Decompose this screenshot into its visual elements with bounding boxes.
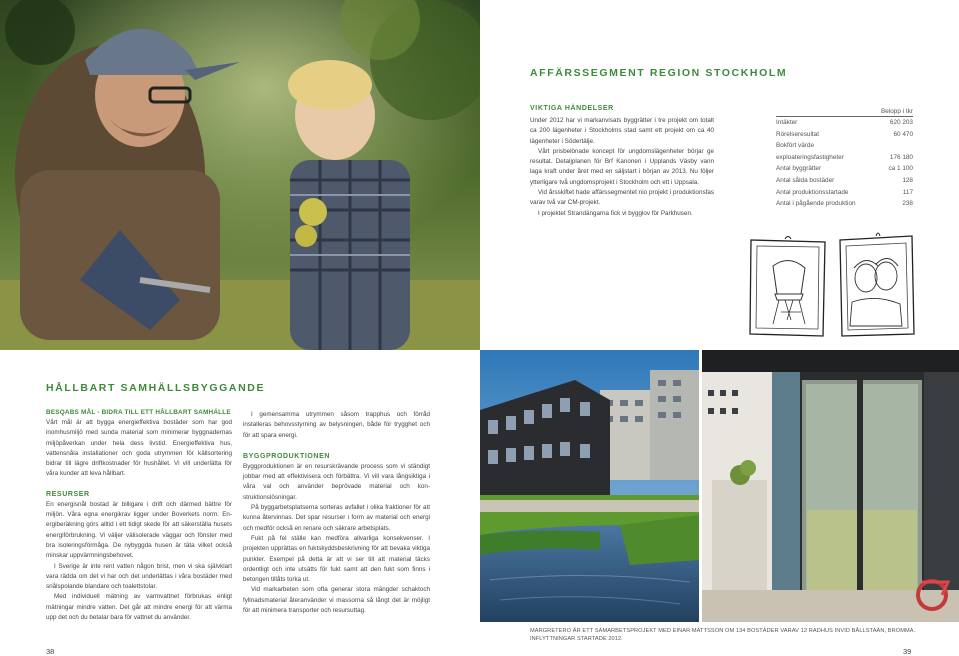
events-paragraph: I projektet Strandängarna fick vi bygglov för Parkhusen. <box>538 209 693 217</box>
table-row: Antal i pågående produktion 238 <box>776 200 913 208</box>
resources-heading: RESURSER <box>46 490 90 498</box>
sustain-column-1 <box>46 408 232 623</box>
key-figures-table <box>776 108 913 212</box>
goal-paragraph: Vårt mål är att bygga energieffektiva bostäder som har god inomhusmiljö med sunda material som minimerar byggnadernas miljöpåverkan under hela dess livstid. Energieffektiva hus, vattensnåla installationer och goda utrymmen för källsortering bidrar till lägre driftkostnader för hushållet. Vi vill underlätta för våra kunder att leva hållbart. <box>46 419 232 478</box>
building-paragraph: Byggproduktionen är en resurskrävande process som vi ständigt jobbar med att effektivisera och förbättra. Vi vill vara långsiktiga i våra val och använder beprövade material och konstruktionslösningar. <box>243 462 430 501</box>
resources-paragraph: En energisnål bostad är billigare i drift och därmed bättre för miljön. Våra egna energikrav ligger under Boverkets norm. Energiberäkning görs alltid i ett tidigt skede för att säkerställa husets energiförbrukning. Vi väljer välisolerade väggar och fönster med bra isoleringsförmåga. De nybyggda husen är täta vilket också minskar uppvärmningsbehovet. <box>46 500 232 560</box>
resources-paragraph: I Sverige är inte rent vatten någon brist, men vi ska självklart vara rädda om det vi har och det underlättas i våra bostäder med snålspolande blandare och toalettstolar. <box>46 562 232 591</box>
mid-paragraph: I gemensamma utrymmen såsom trapphus och förråd installeras behovsstyrning av belysningen, både för trygghet och för att spara energi. <box>243 411 430 439</box>
building-heading: BYGGPRODUKTIONEN <box>243 452 330 460</box>
photo-caption: MARGRETERO ÄR ETT SAMARBETSPROJEKT MED EINAR MATTSSON OM 134 BOSTÄDER VARAV 12 RADHUS INVID BÅLLSTAÄN, BROMMA. INFLYTTNINGAR STARTADE 2012. <box>530 628 916 642</box>
events-paragraph: Vid årsskiftet hade affärssegmentet nio projekt i produktionsfas varav två var CM-projekt. <box>530 189 714 207</box>
events-paragraph: Under 2012 har vi markanvisats byggrätter i tre projekt om totalt ca 200 lägenheter i Stockholms stad samt ett projekt om ca 40 lägenheter i Södertälje. <box>530 117 714 145</box>
page-number-right: 39 <box>903 647 912 656</box>
couple-sketch <box>836 232 916 338</box>
events-text <box>530 116 714 219</box>
sustain-title: HÅLLBART SAMHÄLLSBYGGANDE <box>46 382 266 394</box>
goal-heading: BESQABS MÅL - BIDRA TILL ETT HÅLLBART SAMHÄLLE <box>46 409 231 416</box>
building-paragraph: Vid markarbeten som ofta generar stora mängder schaktoch fyllnadsmaterial återanvänder vi massorna så långt det är möjligt för att minimera transporter och resursuttag. <box>243 586 430 615</box>
photo-father-and-child <box>0 0 480 350</box>
events-heading: VIKTIGA HÄNDELSER <box>530 105 614 112</box>
table-row: Antal sålda bostäder 128 <box>776 176 913 184</box>
photo-buildings-waterfront <box>480 350 699 622</box>
region-title: AFFÄRSSEGMENT REGION STOCKHOLM <box>530 67 788 79</box>
photo-interior-kitchen <box>702 350 959 622</box>
page-number-left: 38 <box>46 647 55 656</box>
resources-paragraph: Med individuell mätning av varmvattnet förbrukas enligt mätningar mindre vatten. Det går att mindre energi för att värma upp det och du betalar bara för vattnet du använder. <box>46 593 232 622</box>
chair-sketch <box>745 236 831 340</box>
table-header: Belopp i tkr <box>776 108 913 117</box>
table-row: Antal produktionsstartade 117 <box>776 188 913 196</box>
building-paragraph: Fukt på fel ställe kan medföra allvarliga konsekvenser. I projekten upprättas en fuktskyddsbeskrivning för att bevaka viktiga punkter. Exempel på detta är att vi ser till att material täcks ordentligt och inte utsätts för fukt samt att den fukt som finns i betongen tillåts torka ut. <box>243 534 430 584</box>
table-row: Antal byggrätter ca 1 100 <box>776 165 913 173</box>
table-row: Intäkter 620 203 <box>776 119 913 126</box>
events-paragraph: Vårt prisbelönade koncept för ungdomslägenheter börjar ge resultat. Detaljplanen för Brf Kanonen i Upplands Väsby vann laga kraft under året med en säljstart i början av 2013. Nu följer ytterligare två ungdomsprojekt i Stockholm och ett i Uppsala. <box>530 147 714 186</box>
table-row: Rörelseresultat 60 470 <box>776 130 913 138</box>
table-row: Bokfört värde <box>776 142 815 150</box>
table-row: exploateringsfastigheter 176 180 <box>776 153 913 161</box>
building-paragraph: På byggarbetsplatserna sorteras avfallet i olika fraktioner för att kunna återvinnas. Det spar resurser i form av material och energi och medför också en renare och säkrare arbetsplats. <box>243 504 430 532</box>
sustain-column-2 <box>243 410 430 616</box>
